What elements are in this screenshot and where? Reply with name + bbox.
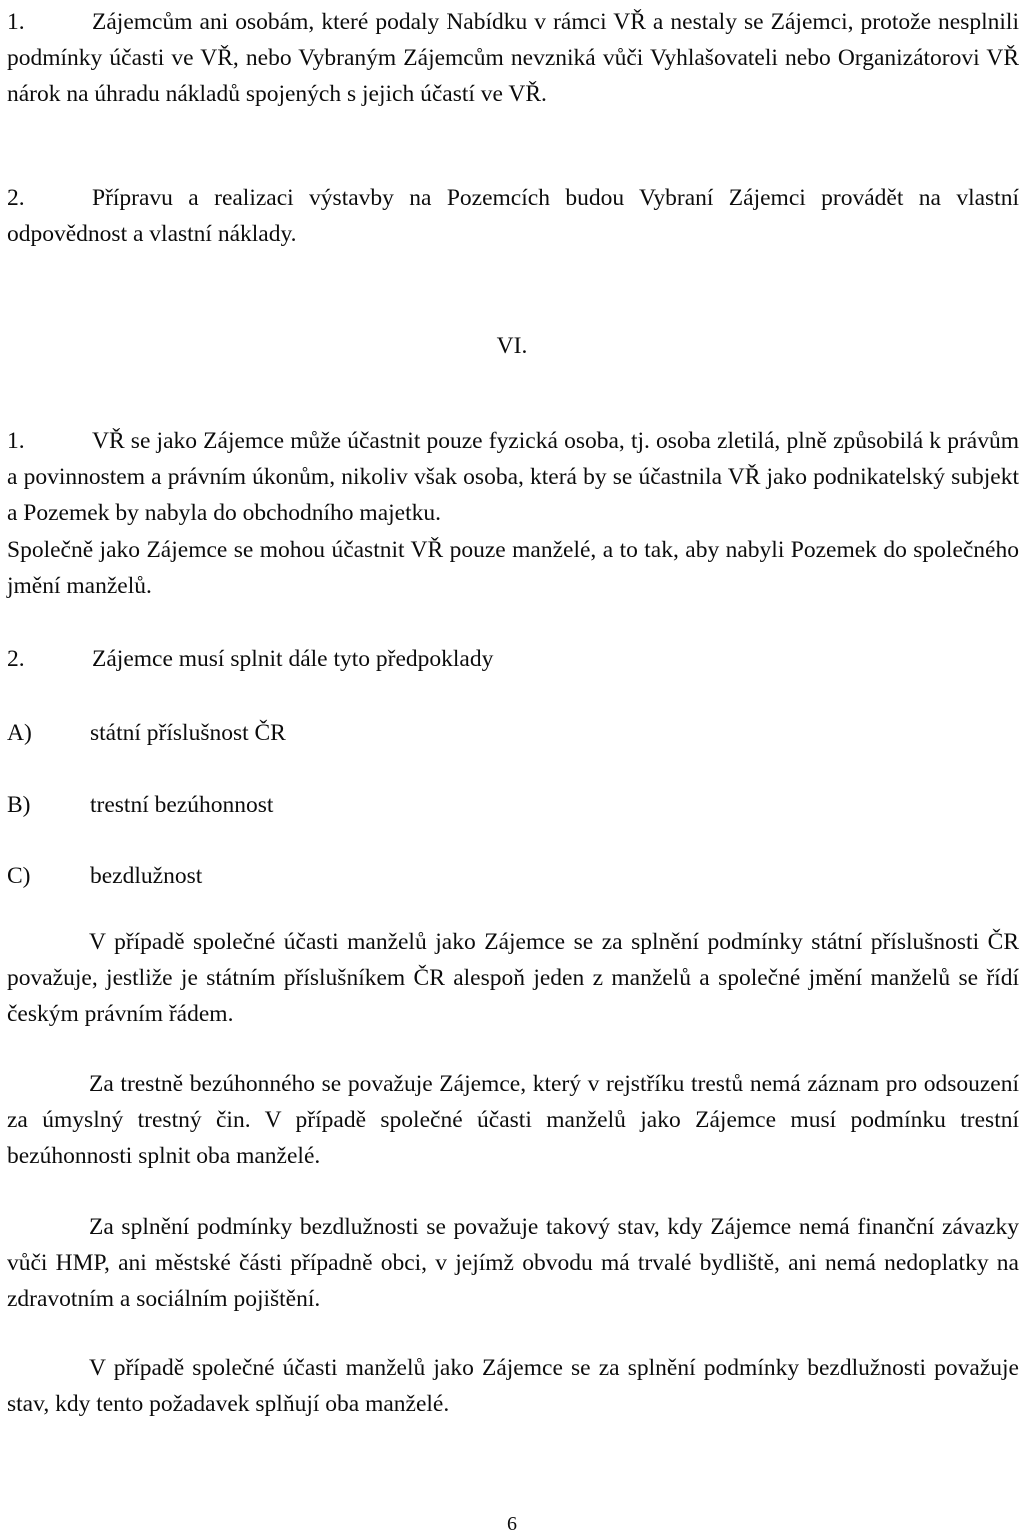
paragraph-text: Za trestně bezúhonného se považuje Zájemce, který v rejstříku trestů nemá záznam pro odsouzení za úmyslný trestný čin. V případě společné účasti manželů jako Zájemce musí podmínku trestní bezúhonnosti splnit oba manželé.: [7, 1071, 1019, 1169]
page-number: 6: [507, 1513, 517, 1535]
list-item-text: bezdlužnost: [90, 863, 203, 889]
paragraph-v-1: [7, 4, 1019, 112]
paragraph-text: Za splnění podmínky bezdlužnosti se považuje takový stav, kdy Zájemce nemá finanční závazky vůči HMP, ani městské části případně obci, v jejímž obvodu má trvalé bydliště, ani nemá nedoplatky na zdravotním a sociálním pojištění.: [7, 1214, 1019, 1312]
paragraph-number: 2.: [7, 185, 25, 211]
list-item: [7, 787, 1007, 823]
paragraph-text: Společně jako Zájemce se mohou účastnit VŘ pouze manželé, a to tak, aby nabyli Pozemek do společného jmění manželů.: [7, 537, 1019, 599]
paragraph-citizenship: [7, 924, 1019, 1032]
list-item-text: trestní bezúhonnost: [90, 792, 274, 818]
paragraph-integrity: [7, 1066, 1019, 1174]
list-item: [7, 715, 1007, 751]
paragraph-vi-2: [7, 641, 1019, 677]
paragraph-text: VŘ se jako Zájemce může účastnit pouze fyzická osoba, tj. osoba zletilá, plně způsobilá k právům a povinnostem a právním úkonům, nikoliv však osoba, která by se účastnila VŘ jako podnikatelský subjekt a Pozemek by nabyla do obchodního majetku.: [7, 428, 1019, 526]
paragraph-debt-free-spouses: [7, 1350, 1019, 1422]
list-item: [7, 858, 1007, 894]
paragraph-vi-1-continued: [7, 532, 1019, 604]
paragraph-number: 1.: [7, 9, 25, 35]
paragraph-debt-free: [7, 1209, 1019, 1317]
paragraph-text: Zájemcům ani osobám, které podaly Nabídku v rámci VŘ a nestaly se Zájemci, protože nesplnili podmínky účasti ve VŘ, nebo Vybraným Zájemcům nevzniká vůči Vyhlašovateli nebo Organizátorovi VŘ nárok na úhradu nákladů spojených s jejich účastí ve VŘ.: [7, 9, 1019, 107]
list-item-letter: B): [7, 792, 31, 818]
paragraph-number: 1.: [7, 428, 25, 454]
paragraph-text: V případě společné účasti manželů jako Zájemce se za splnění podmínky bezdlužnosti považuje stav, kdy tento požadavek splňují oba manželé.: [7, 1355, 1019, 1417]
paragraph-v-2: [7, 180, 1019, 252]
paragraph-text: Zájemce musí splnit dále tyto předpoklady: [92, 646, 494, 672]
list-item-letter: C): [7, 863, 31, 889]
section-heading: VI.: [496, 333, 528, 359]
paragraph-vi-1: [7, 423, 1019, 531]
list-item-letter: A): [7, 720, 32, 746]
list-item-text: státní příslušnost ČR: [90, 720, 286, 746]
paragraph-text: Přípravu a realizaci výstavby na Pozemcích budou Vybraní Zájemci provádět na vlastní odpovědnost a vlastní náklady.: [7, 185, 1019, 247]
paragraph-number: 2.: [7, 646, 25, 672]
paragraph-text: V případě společné účasti manželů jako Zájemce se za splnění podmínky státní příslušnosti ČR považuje, jestliže je státním příslušníkem ČR alespoň jeden z manželů a společné jmění manželů se řídí českým právním řádem.: [7, 929, 1019, 1027]
